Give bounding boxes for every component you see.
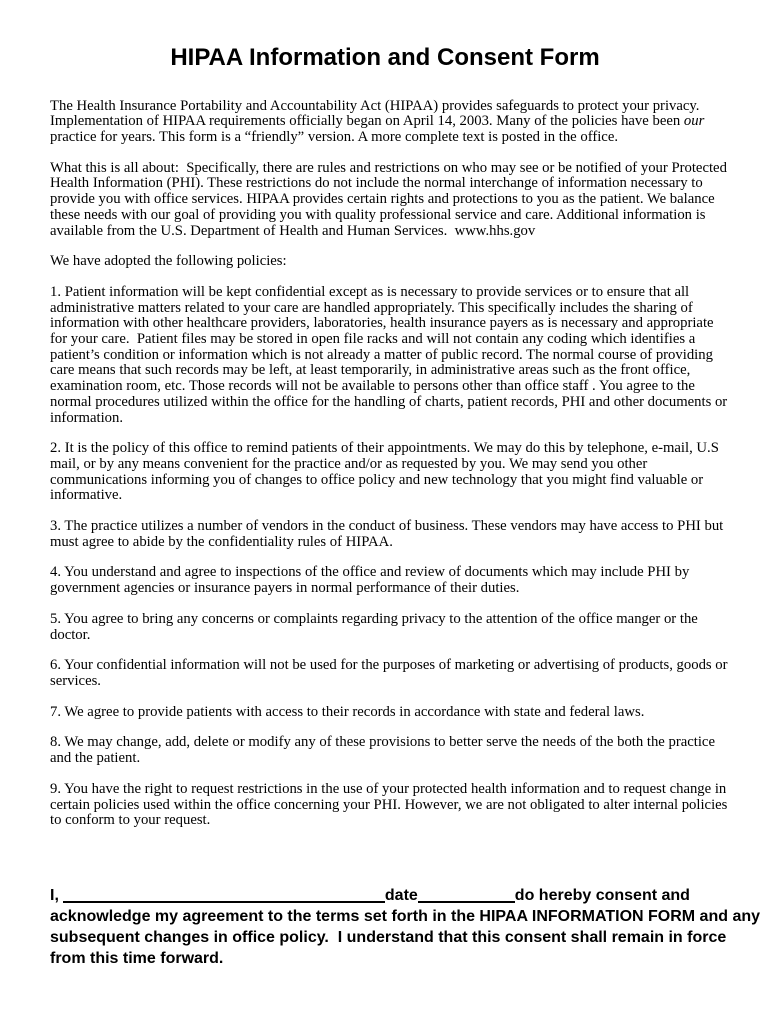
intro-paragraph-1-text: The Health Insurance Portability and Accountability Act (HIPAA) provides safeguards to protect your privacy. Implementation of HIPAA requirements officially began on April 14, 2003. Many of the policies have been bbox=[50, 97, 704, 130]
consent-line-1 bbox=[50, 885, 770, 906]
policy-item-5: 5. You agree to bring any concerns or complaints regarding privacy to the attention of the office manger or the doctor. bbox=[50, 610, 702, 643]
consent-prefix: I, bbox=[50, 886, 59, 904]
intro-paragraph-1 bbox=[50, 99, 728, 146]
policy-item-6: 6. Your confidential information will not be used for the purposes of marketing or advertising of products, goods or services. bbox=[50, 657, 732, 689]
consent-line1-suffix: do hereby consent and bbox=[514, 886, 690, 904]
intro-paragraph-1-italic-word: our bbox=[683, 113, 705, 130]
policy-item-3: 3. The practice utilizes a number of vendors in the conduct of business. These vendors may have access to PHI but must agree to abide by the confidentiality rules of HIPAA. bbox=[50, 518, 727, 550]
intro-paragraph-1-continued: practice for years. This form is a “friendly” version. A more complete text is posted in the office. bbox=[50, 113, 708, 145]
form-title: HIPAA Information and Consent Form bbox=[170, 44, 600, 71]
consent-line-4: from this time forward. bbox=[50, 949, 224, 967]
intro-paragraph-2: What this is all about: Specifically, there are rules and restrictions on who may see or be notified of your Protected Health Information (PHI). These restrictions do not include the normal interchange of information necessary to provide you with office services. HIPAA provides certain rights and protections to you as the patient. We balance these needs with our goal of providing you with quality professional service and care. Additional information is available from the U.S. Department of Health and Human Services. www.hhs.gov bbox=[50, 159, 731, 239]
consent-line-3: subsequent changes in office policy. I understand that this consent shall remain in force bbox=[50, 928, 727, 946]
consent-date-label: date bbox=[384, 886, 418, 904]
policy-item-1: 1. Patient information will be kept confidential except as is necessary to provide services or to ensure that all administrative matters related to your care are handled appropriately. This specifically includes the sharing of information with other healthcare providers, laboratories, health insurance payers as is necessary and appropriate for your care. Patient files may be stored in open file racks and will not contain any coding which identifies a patient’s condition or information which is not already a matter of public record. The normal course of providing care means that such records may be left, at least temporarily, in administrative areas such as the front office, examination room, etc. Those records will not be available to persons other than office staff . You agree to the normal procedures utilized within the office for the handling of charts, patient records, PHI and other documents or information. bbox=[50, 283, 731, 426]
consent-section bbox=[50, 885, 770, 969]
policy-item-8: 8. We may change, add, delete or modify any of these provisions to better serve the needs of the both the practice and the patient. bbox=[50, 734, 719, 767]
consent-line-2: acknowledge my agreement to the terms set forth in the HIPAA INFORMATION FORM and any bbox=[50, 907, 761, 925]
signature-line bbox=[63, 888, 385, 903]
policy-item-2: 2. It is the policy of this office to remind patients of their appointments. We may do this by telephone, e-mail, U.S mail, or by any means convenient for the practice and/or as requested by you. We may send you other communications informing you of changes to office policy and new technology that you might find valuable or informative. bbox=[50, 440, 723, 504]
policies-intro: We have adopted the following policies: bbox=[50, 253, 287, 270]
policy-item-4: 4. You understand and agree to inspections of the office and review of documents which may include PHI by government agencies or insurance payers in normal performance of their duties. bbox=[50, 564, 693, 597]
document-body bbox=[50, 97, 732, 829]
policy-item-9: 9. You have the right to request restrictions in the use of your protected health information and to request change in certain policies used within the office concerning your PHI. However, we are not obligated to alter internal policies to conform to your request. bbox=[50, 780, 732, 829]
policy-item-7: 7. We agree to provide patients with access to their records in accordance with state and federal laws. bbox=[50, 703, 645, 720]
date-line bbox=[418, 888, 515, 903]
